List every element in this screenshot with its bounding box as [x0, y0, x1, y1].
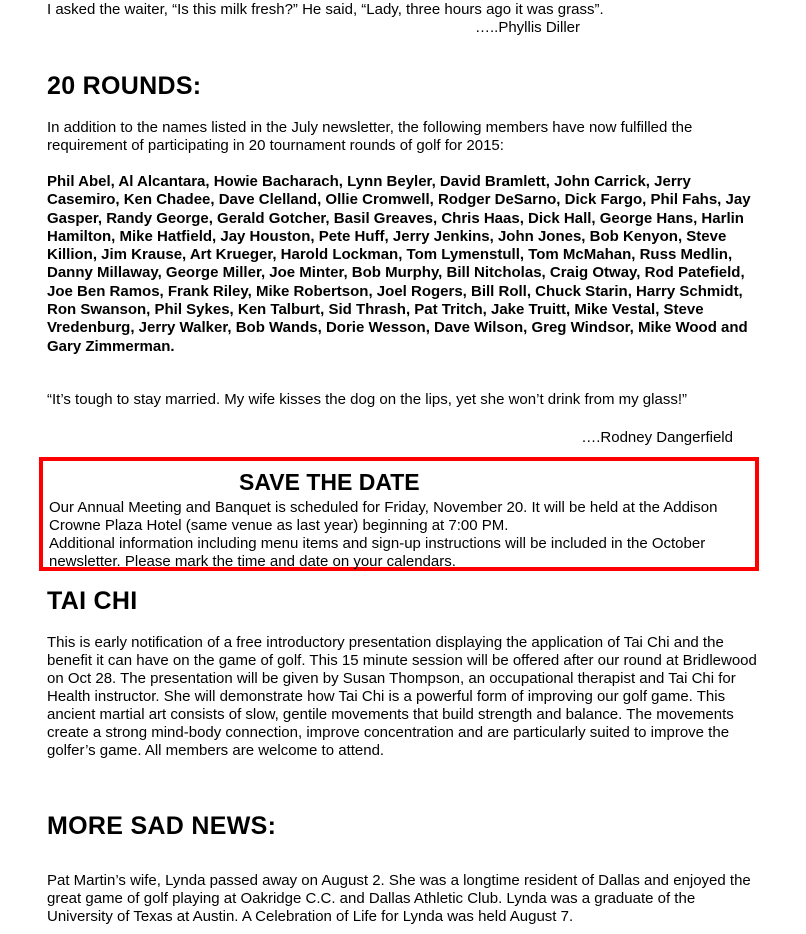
tai-chi-body: This is early notification of a free introductory presentation displaying the application of Tai Chi and the benefit it can have on the game of golf. This 15 minute session will be offered after our round at Bridlewood on Oct 28. The presentation will be given by Susan Thompson, an occupational therapist and Tai Chi for Health instructor. She will demonstrate how Tai Chi is a powerful form of improving our golf game. This ancient martial art consists of slow, gentile movements that build strength and balance. The movements create a strong mind-body connection, improve concentration and are particularly suited to improve the golfer’s game. All members are welcome to attend. — [47, 634, 757, 759]
save-the-date-box — [39, 457, 759, 571]
quote-diller-author: …..Phyllis Diller — [475, 19, 581, 36]
quote-diller-text: I asked the waiter, “Is this milk fresh?” He said, “Lady, three hours ago it was grass”. — [47, 1, 604, 18]
rounds-member-names: Phil Abel, Al Alcantara, Howie Bacharach, Lynn Beyler, David Bramlett, John Carrick, Jerry Casemiro, Ken Chadee, Dave Clelland, Ollie Cromwell, Rodger DeSarno, Dick Fargo, Phil Fahs, Jay Gasper, Randy George, Gerald Gotcher, Basil Greaves, Chris Haas, Dick Hall, George Hans, Harlin Hamilton, Mike Hatfield, Jay Houston, Pete Huff, Jerry Jenkins, John Jones, Bob Kenyon, Steve Killion, Jim Krause, Art Krueger, Harold Lockman, Tom Lymenstull, Tom McMahan, Russ Medlin, Danny Millaway, George Miller, Joe Minter, Bob Murphy, Bill Nitcholas, Craig Otway, Rod Patefield, Joe Ben Ramos, Frank Riley, Mike Robertson, Joel Rogers, Bill Roll, Chuck Starin, Harry Schmidt, Ron Swanson, Phil Sykes, Ken Talburt, Sid Thrash, Pat Tritch, Jake Truitt, Mike Vestal, Steve Vredenburg, Jerry Walker, Bob Wands, Dorie Wesson, Dave Wilson, Greg Windsor, Mike Wood and Gary Zimmerman. — [47, 173, 751, 355]
quote-dangerfield-text: “It’s tough to stay married. My wife kisses the dog on the lips, yet she won’t drink from my glass!” — [47, 391, 687, 408]
rounds-heading: 20 ROUNDS: — [47, 72, 202, 100]
save-the-date-line1: Our Annual Meeting and Banquet is scheduled for Friday, November 20. It will be held at the Addison Crowne Plaza Hotel (same venue as last year) beginning at 7:00 PM. — [49, 499, 718, 534]
rounds-intro: In addition to the names listed in the July newsletter, the following members have now fulfilled the requirement of participating in 20 tournament rounds of golf for 2015: — [47, 119, 693, 154]
sad-news-heading: MORE SAD NEWS: — [47, 812, 277, 840]
save-the-date-line2: Additional information including menu items and sign-up instructions will be included in the October newsletter. Please mark the time and date on your calendars. — [49, 535, 706, 570]
tai-chi-heading: TAI CHI — [47, 587, 138, 615]
sad-news-body: Pat Martin’s wife, Lynda passed away on August 2. She was a longtime resident of Dallas and enjoyed the great game of golf playing at Oakridge C.C. and Dallas Athletic Club. Lynda was a graduate of the University of Texas at Austin. A Celebration of Life for Lynda was held August 7. — [47, 872, 751, 925]
save-the-date-title: SAVE THE DATE — [239, 469, 420, 495]
save-the-date-body — [49, 499, 761, 571]
quote-dangerfield-author: ….Rodney Dangerfield — [581, 429, 733, 446]
